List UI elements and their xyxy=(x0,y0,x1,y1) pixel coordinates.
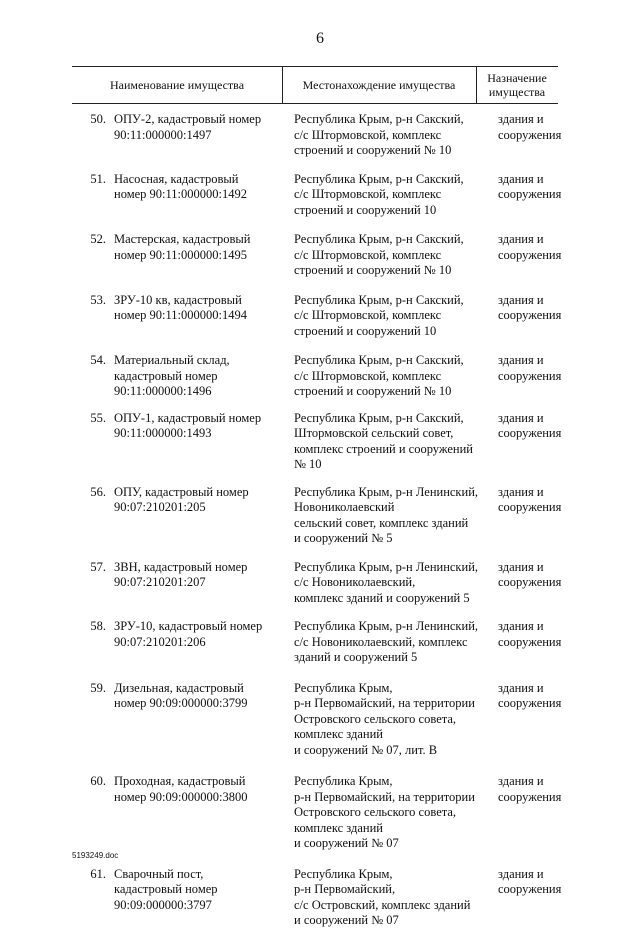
property-location-line: Республика Крым, р-н Сакский, xyxy=(294,292,464,307)
property-location-line: с/с Штормовской, комплекс xyxy=(294,308,442,322)
property-purpose-line: сооружения xyxy=(498,696,562,710)
row-number: 59. xyxy=(90,680,106,695)
property-location-line: Республика Крым, р-н Сакский, xyxy=(294,171,464,186)
property-purpose-line: сооружения xyxy=(498,127,562,142)
property-purpose xyxy=(494,172,568,219)
property-purpose xyxy=(494,411,568,473)
property-name xyxy=(110,681,286,759)
table-row xyxy=(72,484,562,547)
property-name xyxy=(110,232,286,279)
table-row xyxy=(72,619,562,666)
property-purpose-line: сооружения xyxy=(498,368,562,383)
property-name xyxy=(110,112,286,159)
table-row xyxy=(72,410,562,473)
property-purpose-line: сооружения xyxy=(498,187,562,201)
property-location-line: Республика Крым, р-н Ленинский, xyxy=(294,559,479,574)
property-location-line: сельский совет, комплекс зданий xyxy=(294,515,469,530)
property-name-line: 90:09:000000:3797 xyxy=(114,897,212,912)
file-name: 5193249.doc xyxy=(72,851,119,860)
property-location-line: Республика Крым, xyxy=(294,774,393,788)
property-location-line: с/с Штормовской, комплекс xyxy=(294,127,442,142)
table-row xyxy=(72,353,562,400)
property-location-line: с/с Штормовской, комплекс xyxy=(294,247,442,262)
property-name-line: ОПУ-2, кадастровый номер xyxy=(114,112,262,126)
property-table-body xyxy=(72,112,562,929)
property-location-line: Республика Крым, xyxy=(294,680,393,695)
property-name xyxy=(110,411,286,473)
row-number: 50. xyxy=(90,112,106,126)
property-location xyxy=(286,867,494,929)
property-purpose-line: сооружения xyxy=(498,882,562,896)
property-name xyxy=(110,172,286,219)
table-row xyxy=(72,171,562,219)
table-row xyxy=(72,232,562,279)
property-name-line: ЗРУ-10 кв, кадастровый xyxy=(114,292,242,307)
header-purpose-line: Назначение xyxy=(487,71,547,85)
property-location xyxy=(286,353,494,400)
row-number: 53. xyxy=(90,292,106,307)
property-purpose-line: здания и xyxy=(498,171,544,186)
property-purpose-line: здания и xyxy=(498,619,544,633)
property-purpose xyxy=(494,112,568,159)
property-location-line: с/с Штормовской, комплекс xyxy=(294,368,442,383)
property-name-line: 90:07:210201:205 xyxy=(114,500,206,514)
property-location-line: строений и сооружений № 10 xyxy=(294,263,452,277)
row-number: 56. xyxy=(90,484,106,499)
property-location xyxy=(286,293,494,340)
property-name-line: номер 90:11:000000:1495 xyxy=(114,247,247,262)
property-name-line: кадастровый номер xyxy=(114,368,218,383)
table-row xyxy=(72,112,562,159)
property-name-line: номер 90:09:000000:3800 xyxy=(114,789,248,804)
property-location-line: комплекс зданий и сооружений 5 xyxy=(294,590,470,605)
property-location-line: комплекс зданий xyxy=(294,820,383,835)
property-location xyxy=(286,411,494,473)
property-purpose-line: здания и xyxy=(498,353,544,367)
property-name xyxy=(110,485,286,547)
property-location-line: комплекс строений и сооружений xyxy=(294,441,473,456)
property-location-line: и сооружений № 07 xyxy=(294,913,399,927)
property-location xyxy=(286,560,494,607)
property-location-line: № 10 xyxy=(294,457,322,471)
property-name-line: 90:07:210201:207 xyxy=(114,575,206,589)
property-name-line: номер 90:09:000000:3799 xyxy=(114,696,248,710)
property-location xyxy=(286,485,494,547)
property-name-line: Дизельная, кадастровый xyxy=(114,680,244,695)
property-location-line: зданий и сооружений 5 xyxy=(294,650,418,664)
property-name-line: номер 90:11:000000:1494 xyxy=(114,308,247,322)
row-number: 58. xyxy=(90,619,106,633)
property-name-line: 90:07:210201:206 xyxy=(114,634,206,649)
property-purpose-line: сооружения xyxy=(498,426,562,440)
property-location-line: Республика Крым, р-н Ленинский, xyxy=(294,484,479,499)
property-name xyxy=(110,293,286,340)
property-location-line: Республика Крым, р-н Сакский, xyxy=(294,410,464,425)
row-number: 54. xyxy=(90,353,106,367)
property-location-line: Республика Крым, р-н Сакский, xyxy=(294,112,464,126)
property-location-line: с/с Новониколаевский, комплекс xyxy=(294,634,468,649)
property-location-line: Штормовской сельский совет, xyxy=(294,426,454,440)
property-name-line: Проходная, кадастровый xyxy=(114,774,246,788)
property-location-line: р-н Первомайский, на территории xyxy=(294,696,475,710)
property-purpose-line: здания и xyxy=(498,232,544,246)
property-purpose xyxy=(494,485,568,547)
property-location xyxy=(286,619,494,666)
property-location-line: строений и сооружений 10 xyxy=(294,202,437,217)
property-purpose-line: сооружения xyxy=(498,247,562,262)
property-name-line: Сварочный пост, xyxy=(114,866,204,881)
table-row xyxy=(72,866,562,929)
property-purpose xyxy=(494,560,568,607)
property-location-line: Республика Крым, р-н Сакский, xyxy=(294,353,464,367)
property-name-line: ЗРУ-10, кадастровый номер xyxy=(114,619,263,633)
table-row xyxy=(72,292,562,340)
property-location-line: Республика Крым, xyxy=(294,866,393,881)
property-purpose-line: здания и xyxy=(498,112,544,126)
row-number: 57. xyxy=(90,559,106,574)
row-number: 52. xyxy=(90,232,106,246)
property-location-line: Островского сельского совета, xyxy=(294,711,457,726)
property-purpose-line: сооружения xyxy=(498,789,562,804)
row-number: 55. xyxy=(90,410,106,425)
property-purpose-line: здания и xyxy=(498,866,544,881)
property-location-line: р-н Первомайский, xyxy=(294,882,396,896)
property-location xyxy=(286,681,494,759)
property-name xyxy=(110,867,286,929)
property-purpose xyxy=(494,619,568,666)
property-location xyxy=(286,172,494,219)
property-location-line: с/с Островский, комплекс зданий xyxy=(294,897,471,912)
property-location-line: р-н Первомайский, на территории xyxy=(294,789,475,804)
property-name-line: Мастерская, кадастровый xyxy=(114,232,251,246)
property-purpose-line: сооружения xyxy=(498,575,562,589)
property-purpose-line: здания и xyxy=(498,774,544,788)
property-name-line: 90:11:000000:1497 xyxy=(114,127,212,142)
property-purpose xyxy=(494,681,568,759)
property-location xyxy=(286,232,494,279)
property-purpose-line: сооружения xyxy=(498,500,562,514)
property-purpose-line: здания и xyxy=(498,559,544,574)
property-purpose xyxy=(494,353,568,400)
property-name-line: Насосная, кадастровый xyxy=(114,171,239,186)
property-purpose xyxy=(494,867,568,929)
property-name xyxy=(110,619,286,666)
property-purpose-line: здания и xyxy=(498,292,544,307)
property-purpose-line: сооружения xyxy=(498,634,562,649)
property-name-line: 90:11:000000:1493 xyxy=(114,426,212,440)
property-location-line: Республика Крым, р-н Сакский, xyxy=(294,232,464,246)
header-location: Местонахождение имущества xyxy=(302,78,456,92)
property-location-line: и сооружений № 07 xyxy=(294,836,399,850)
property-location-line: строений и сооружений № 10 xyxy=(294,384,452,398)
property-name xyxy=(110,560,286,607)
table-row xyxy=(72,680,562,759)
property-purpose-line: сооружения xyxy=(498,308,562,322)
property-purpose xyxy=(494,232,568,279)
row-number: 51. xyxy=(90,171,106,186)
property-location xyxy=(286,774,494,852)
header-purpose xyxy=(476,67,558,103)
property-purpose-line: здания и xyxy=(498,680,544,695)
property-name xyxy=(110,353,286,400)
property-location-line: комплекс зданий xyxy=(294,727,383,741)
table-header xyxy=(72,66,558,104)
property-name-line: ОПУ, кадастровый номер xyxy=(114,484,249,499)
table-row xyxy=(72,559,562,607)
property-location-line: строений и сооружений № 10 xyxy=(294,143,452,157)
property-name-line: номер 90:11:000000:1492 xyxy=(114,187,247,201)
row-number: 61. xyxy=(90,866,106,881)
table-row xyxy=(72,774,562,852)
property-purpose xyxy=(494,774,568,852)
property-name-line: кадастровый номер xyxy=(114,882,218,896)
property-name-line: ОПУ-1, кадастровый номер xyxy=(114,410,262,425)
property-purpose-line: здания и xyxy=(498,484,544,499)
property-location-line: строений и сооружений 10 xyxy=(294,323,437,338)
property-name xyxy=(110,774,286,852)
property-location xyxy=(286,112,494,159)
property-name-line: Материальный склад, xyxy=(114,353,230,367)
property-location-line: и сооружений № 07, лит. В xyxy=(294,742,438,757)
property-location-line: с/с Штормовской, комплекс xyxy=(294,187,442,201)
property-purpose xyxy=(494,293,568,340)
property-location-line: Новониколаевский xyxy=(294,500,395,514)
property-location-line: и сооружений № 5 xyxy=(294,531,393,545)
property-location-line: с/с Новониколаевский, xyxy=(294,575,416,589)
row-number: 60. xyxy=(90,774,106,788)
property-purpose-line: здания и xyxy=(498,410,544,425)
property-name-line: 90:11:000000:1496 xyxy=(114,384,212,398)
header-purpose-line: имущества xyxy=(488,85,546,99)
page-number: 6 xyxy=(316,30,324,47)
header-name: Наименование имущества xyxy=(109,78,245,92)
property-location-line: Островского сельского совета, xyxy=(294,805,457,819)
property-location-line: Республика Крым, р-н Ленинский, xyxy=(294,619,479,633)
property-name-line: ЗВН, кадастровый номер xyxy=(114,559,248,574)
